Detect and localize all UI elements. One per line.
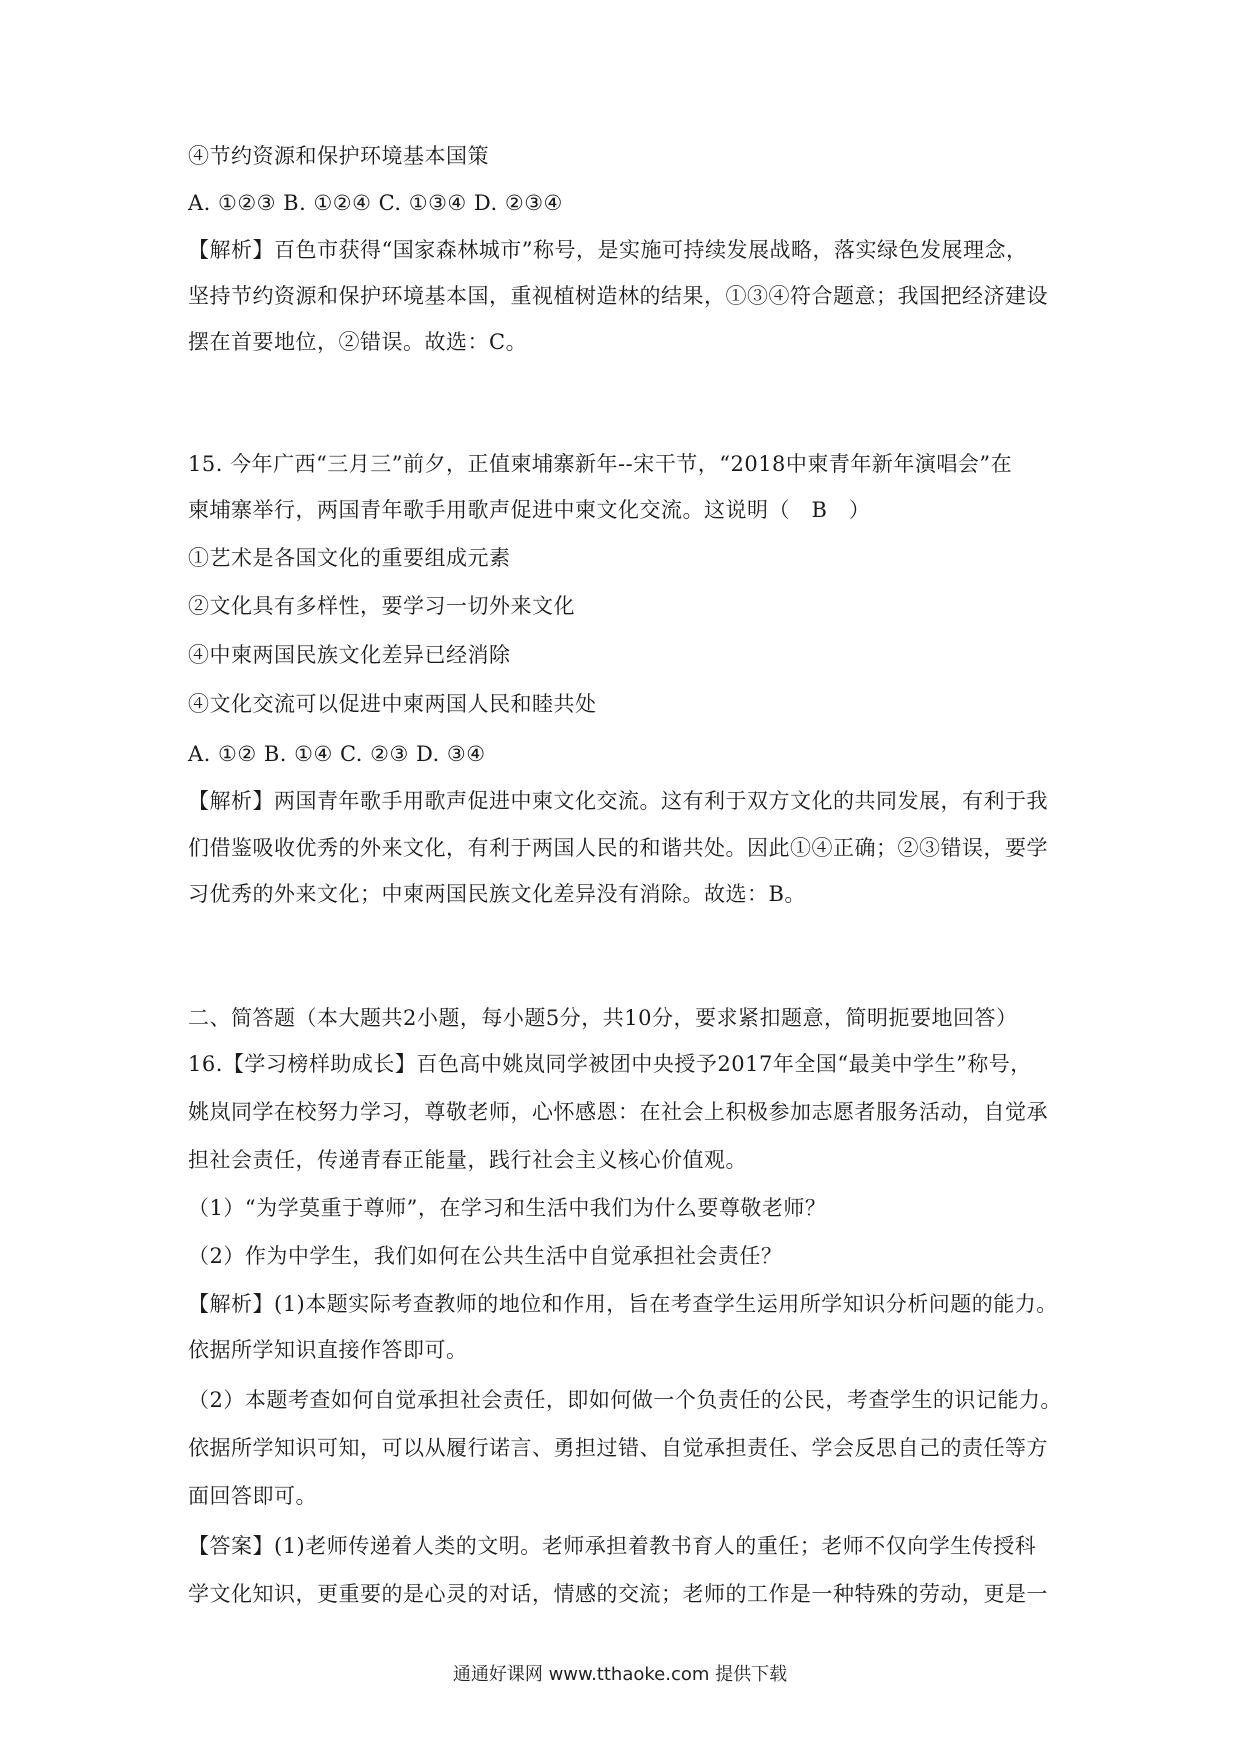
q16-analysis-line-2: 依据所学知识直接作答即可。 <box>188 1338 468 1362</box>
q16-analysis-line-3: （2）本题考查如何自觉承担社会责任，即如何做一个负责任的公民，考查学生的识记能力。 <box>188 1388 1062 1412</box>
q16-stem-line-3: 担社会责任，传递青春正能量，践行社会主义核心价值观。 <box>188 1148 747 1172</box>
q16-analysis-line-1: 【解析】(1)本题实际考查教师的地位和作用，旨在考查学生运用所学知识分析问题的能力。 <box>188 1292 1058 1316</box>
q16-analysis-line-5: 面回答即可。 <box>188 1484 317 1508</box>
q15-option-3: ④中柬两国民族文化差异已经消除 <box>188 643 511 667</box>
q16-analysis-line-4: 依据所学知识可知，可以从履行诺言、勇担过错、自觉承担责任、学会反思自己的责任等方 <box>188 1436 1048 1460</box>
q16-answer-line-1: 【答案】(1)老师传递着人类的文明。老师承担着教书育人的重任；老师不仅向学生传授科 <box>188 1534 1037 1558</box>
q16-stem-line-2: 姚岚同学在校努力学习，尊敬老师，心怀感恩：在社会上积极参加志愿者服务活动，自觉承 <box>188 1100 1048 1124</box>
section-2-heading: 二、简答题（本大题共2小题，每小题5分，共10分，要求紧扣题意，简明扼要地回答） <box>188 1006 1018 1030</box>
page-footer: 通通好课网 www.tthaoke.com 提供下载 <box>452 1664 788 1685</box>
q16-sub-question-2: （2）作为中学生，我们如何在公共生活中自觉承担社会责任？ <box>188 1244 783 1268</box>
q16-sub-question-1: （1）“为学莫重于尊师”，在学习和生活中我们为什么要尊敬老师？ <box>188 1196 827 1220</box>
q15-stem-line-1: 15. 今年广西“三月三”前夕，正值柬埔寨新年--宋干节，“2018中柬青年新年演唱会”在 <box>188 452 1013 476</box>
q14-option-4: ④节约资源和保护环境基本国策 <box>188 144 489 168</box>
q16-answer-line-2: 学文化知识，更重要的是心灵的对话，情感的交流；老师的工作是一种特殊的劳动，更是一 <box>188 1582 1048 1606</box>
q14-choices: A. ①②③ B. ①②④ C. ①③④ D. ②③④ <box>188 191 563 215</box>
q15-stem-line-2: 柬埔寨举行，两国青年歌手用歌声促进中柬文化交流。这说明（ B ） <box>188 498 871 522</box>
q14-analysis-line-3: 摆在首要地位，②错误。故选：C。 <box>188 330 528 354</box>
q15-analysis-line-3: 习优秀的外来文化；中柬两国民族文化差异没有消除。故选：B。 <box>188 882 806 906</box>
q15-choices: A. ①② B. ①④ C. ②③ D. ③④ <box>188 742 486 766</box>
q14-analysis-line-1: 【解析】百色市获得“国家森林城市”称号，是实施可持续发展战略，落实绿色发展理念， <box>188 238 1028 262</box>
q15-option-1: ①艺术是各国文化的重要组成元素 <box>188 546 511 570</box>
q15-analysis-line-1: 【解析】两国青年歌手用歌声促进中柬文化交流。这有利于双方文化的共同发展，有利于我 <box>188 789 1048 813</box>
q16-stem-line-1: 16.【学习榜样助成长】百色高中姚岚同学被团中央授予2017年全国“最美中学生”称号， <box>188 1052 1032 1076</box>
q14-analysis-line-2: 坚持节约资源和保护环境基本国，重视植树造林的结果，①③④符合题意；我国把经济建设 <box>188 284 1048 308</box>
q15-option-2: ②文化具有多样性，要学习一切外来文化 <box>188 594 575 618</box>
q15-analysis-line-2: 们借鉴吸收优秀的外来文化，有利于两国人民的和谐共处。因此①④正确；②③错误，要学 <box>188 836 1048 860</box>
q15-option-4: ④文化交流可以促进中柬两国人民和睦共处 <box>188 692 597 716</box>
